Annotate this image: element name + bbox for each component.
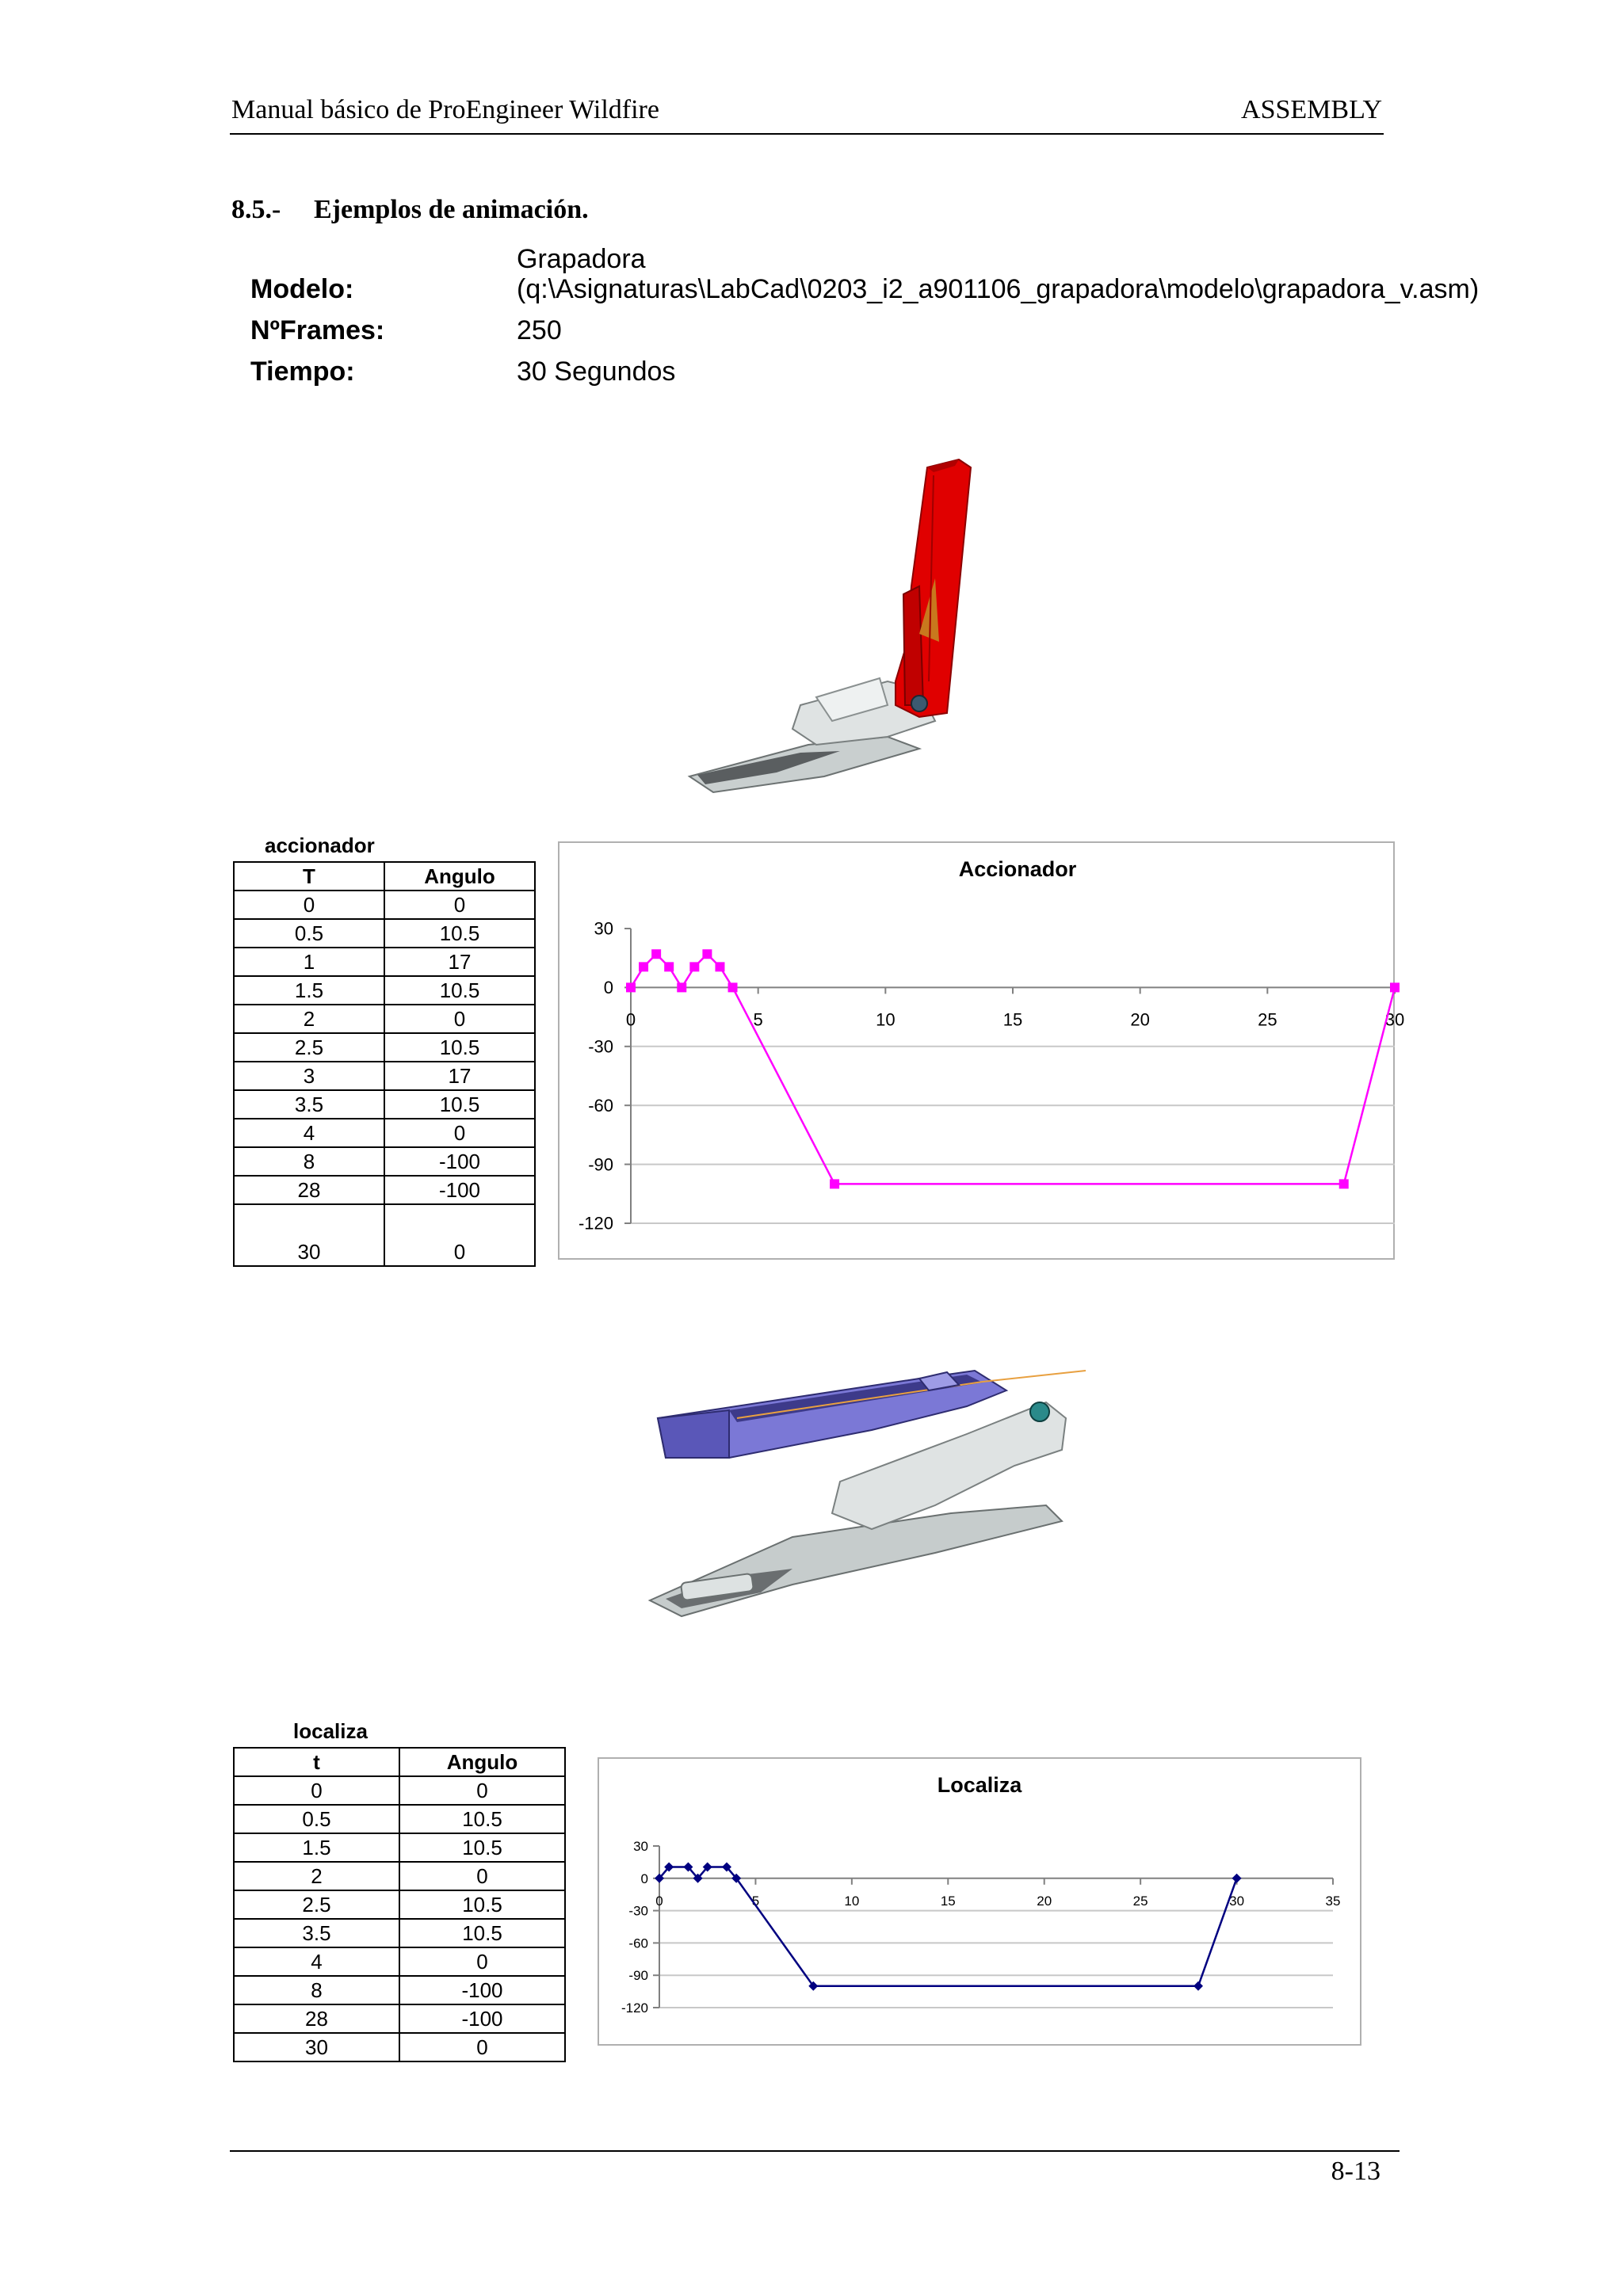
table-row	[234, 1833, 565, 1862]
table-cell: 10.5	[399, 1833, 565, 1862]
data-point	[626, 982, 636, 992]
table-row	[234, 1005, 535, 1033]
table-cell: 30	[234, 1204, 384, 1266]
data-point	[715, 962, 724, 971]
x-tick-label: 30	[1384, 1009, 1405, 1030]
y-tick-label: -90	[588, 1154, 613, 1175]
table-cell: 10.5	[384, 976, 535, 1005]
table-row	[234, 1862, 565, 1890]
table-row	[234, 891, 535, 919]
section-heading	[231, 195, 589, 225]
tiempo-value: 30 Segundos	[517, 357, 676, 387]
table-cell: -100	[384, 1147, 535, 1176]
x-tick-label: 25	[1132, 1893, 1148, 1909]
modelo-value-line2: (q:\Asignaturas\LabCad\0203_i2_a901106_grapadora\modelo\grapadora_v.asm)	[517, 274, 1480, 304]
table-cell: 30	[234, 2033, 399, 2061]
data-point	[702, 949, 712, 959]
x-tick-label: 15	[940, 1893, 956, 1909]
table-cell: -100	[399, 1976, 565, 2004]
header-rule	[230, 133, 1384, 135]
table-row	[234, 1176, 535, 1204]
table-row	[234, 1062, 535, 1090]
table-cell: 0	[384, 1005, 535, 1033]
chart-title: Accionador	[958, 857, 1077, 881]
table-row	[234, 2033, 565, 2061]
x-tick-label: 0	[655, 1893, 663, 1909]
table-cell: 1.5	[234, 976, 384, 1005]
table-row	[234, 948, 535, 976]
table-cell: 17	[384, 948, 535, 976]
x-tick-label: 5	[753, 1009, 763, 1030]
data-point	[677, 982, 686, 992]
data-point	[651, 949, 661, 959]
y-tick-label: 0	[603, 978, 613, 998]
table-cell: 0	[399, 1947, 565, 1976]
chart-title: Localiza	[937, 1773, 1022, 1797]
table-cell: 10.5	[399, 1805, 565, 1833]
table-cell: 28	[234, 1176, 384, 1204]
modelo-label: Modelo:	[250, 274, 354, 304]
chart-frame	[598, 1758, 1361, 2045]
table-cell: 3	[234, 1062, 384, 1090]
table-header-row	[234, 1748, 565, 1776]
table-cell: 10.5	[399, 1919, 565, 1947]
table-cell: 2	[234, 1005, 384, 1033]
modelo-value-line1: Grapadora	[517, 244, 646, 274]
data-point	[664, 962, 674, 971]
table-cell: 0	[384, 1204, 535, 1266]
chart-frame	[559, 842, 1394, 1259]
data-point	[639, 962, 648, 971]
localiza-chart	[598, 1757, 1361, 2046]
table-cell: 10.5	[384, 919, 535, 948]
table-cell: 0	[399, 1776, 565, 1805]
table-row	[234, 2004, 565, 2033]
table-row	[234, 1033, 535, 1062]
y-tick-label: 30	[594, 918, 613, 939]
x-tick-label: 10	[844, 1893, 860, 1909]
table-row	[234, 1976, 565, 2004]
table-cell: 3.5	[234, 1090, 384, 1119]
table-cell: 28	[234, 2004, 399, 2033]
table-cell: 1.5	[234, 1833, 399, 1862]
table-row	[234, 1090, 535, 1119]
frames-value: 250	[517, 315, 562, 345]
table-cell: 2	[234, 1862, 399, 1890]
y-tick-label: -30	[628, 1903, 648, 1919]
data-point	[1390, 982, 1400, 992]
table-row	[234, 1947, 565, 1976]
y-tick-label: -60	[628, 1936, 648, 1951]
x-tick-label: 35	[1325, 1893, 1341, 1909]
localiza-chart-svg	[598, 1757, 1361, 2046]
table-header-angulo: Angulo	[399, 1748, 565, 1776]
table-header-t: t	[234, 1748, 399, 1776]
table-cell: 3.5	[234, 1919, 399, 1947]
table-row	[234, 1776, 565, 1805]
table-cell: 4	[234, 1947, 399, 1976]
y-tick-label: -120	[578, 1213, 613, 1234]
table-header-angulo: Angulo	[384, 862, 535, 891]
accionador-table	[233, 861, 536, 1267]
x-tick-label: 5	[751, 1893, 760, 1909]
x-tick-label: 20	[1037, 1893, 1052, 1909]
section-title: Ejemplos de animación.	[314, 195, 589, 224]
x-tick-label: 0	[625, 1009, 636, 1030]
data-point	[728, 982, 738, 992]
data-point	[689, 962, 699, 971]
header-section: ASSEMBLY	[1241, 95, 1382, 124]
table-cell: 1	[234, 948, 384, 976]
table-cell: 0.5	[234, 1805, 399, 1833]
y-tick-label: -120	[621, 2000, 648, 2016]
stapler-closed-illustration	[634, 1347, 1125, 1632]
table-cell: 4	[234, 1119, 384, 1147]
x-tick-label: 10	[876, 1009, 896, 1030]
table-header-t: T	[234, 862, 384, 891]
table-cell: -100	[384, 1176, 535, 1204]
accionador-chart-svg	[558, 841, 1405, 1260]
data-point	[1339, 1179, 1349, 1188]
y-tick-label: -90	[628, 1968, 648, 1984]
table-row	[234, 1919, 565, 1947]
table-cell: 8	[234, 1976, 399, 2004]
y-tick-label: 30	[633, 1838, 648, 1854]
tiempo-label: Tiempo:	[250, 357, 355, 387]
table-cell: 0	[234, 891, 384, 919]
table-cell: 0	[399, 1862, 565, 1890]
table-cell: 10.5	[384, 1090, 535, 1119]
table-cell: 0.5	[234, 919, 384, 948]
table-cell: 8	[234, 1147, 384, 1176]
table-row	[234, 976, 535, 1005]
frames-label: NºFrames:	[250, 315, 385, 345]
table-row	[234, 1805, 565, 1833]
x-tick-label: 25	[1258, 1009, 1277, 1030]
table-row	[234, 1890, 565, 1919]
stapler-open-illustration	[682, 444, 999, 808]
x-tick-label: 30	[1229, 1893, 1245, 1909]
y-tick-label: -60	[588, 1095, 613, 1116]
table-cell: 10.5	[399, 1890, 565, 1919]
x-tick-label: 15	[1002, 1009, 1023, 1030]
table-cell: -100	[399, 2004, 565, 2033]
table-row	[234, 1147, 535, 1176]
table-row	[234, 1119, 535, 1147]
table-row	[234, 919, 535, 948]
table-cell: 17	[384, 1062, 535, 1090]
table-cell: 0	[234, 1776, 399, 1805]
y-tick-label: -30	[588, 1036, 613, 1057]
table2-caption: localiza	[293, 1719, 368, 1743]
section-number: 8.5.-	[231, 195, 281, 224]
header-title: Manual básico de ProEngineer Wildfire	[231, 95, 659, 124]
table-row	[234, 1204, 535, 1266]
y-tick-label: 0	[640, 1871, 648, 1886]
page-number: 8-13	[1331, 2157, 1381, 2186]
accionador-chart	[558, 841, 1405, 1260]
table-cell: 0	[384, 891, 535, 919]
table-cell: 2.5	[234, 1890, 399, 1919]
table-cell: 0	[399, 2033, 565, 2061]
table-cell: 10.5	[384, 1033, 535, 1062]
table-header-row	[234, 862, 535, 891]
table1-caption: accionador	[265, 833, 375, 857]
footer-rule	[230, 2150, 1400, 2152]
x-tick-label: 20	[1130, 1009, 1150, 1030]
table-cell: 2.5	[234, 1033, 384, 1062]
table-cell: 0	[384, 1119, 535, 1147]
localiza-table	[233, 1747, 566, 2062]
data-point	[830, 1179, 839, 1188]
